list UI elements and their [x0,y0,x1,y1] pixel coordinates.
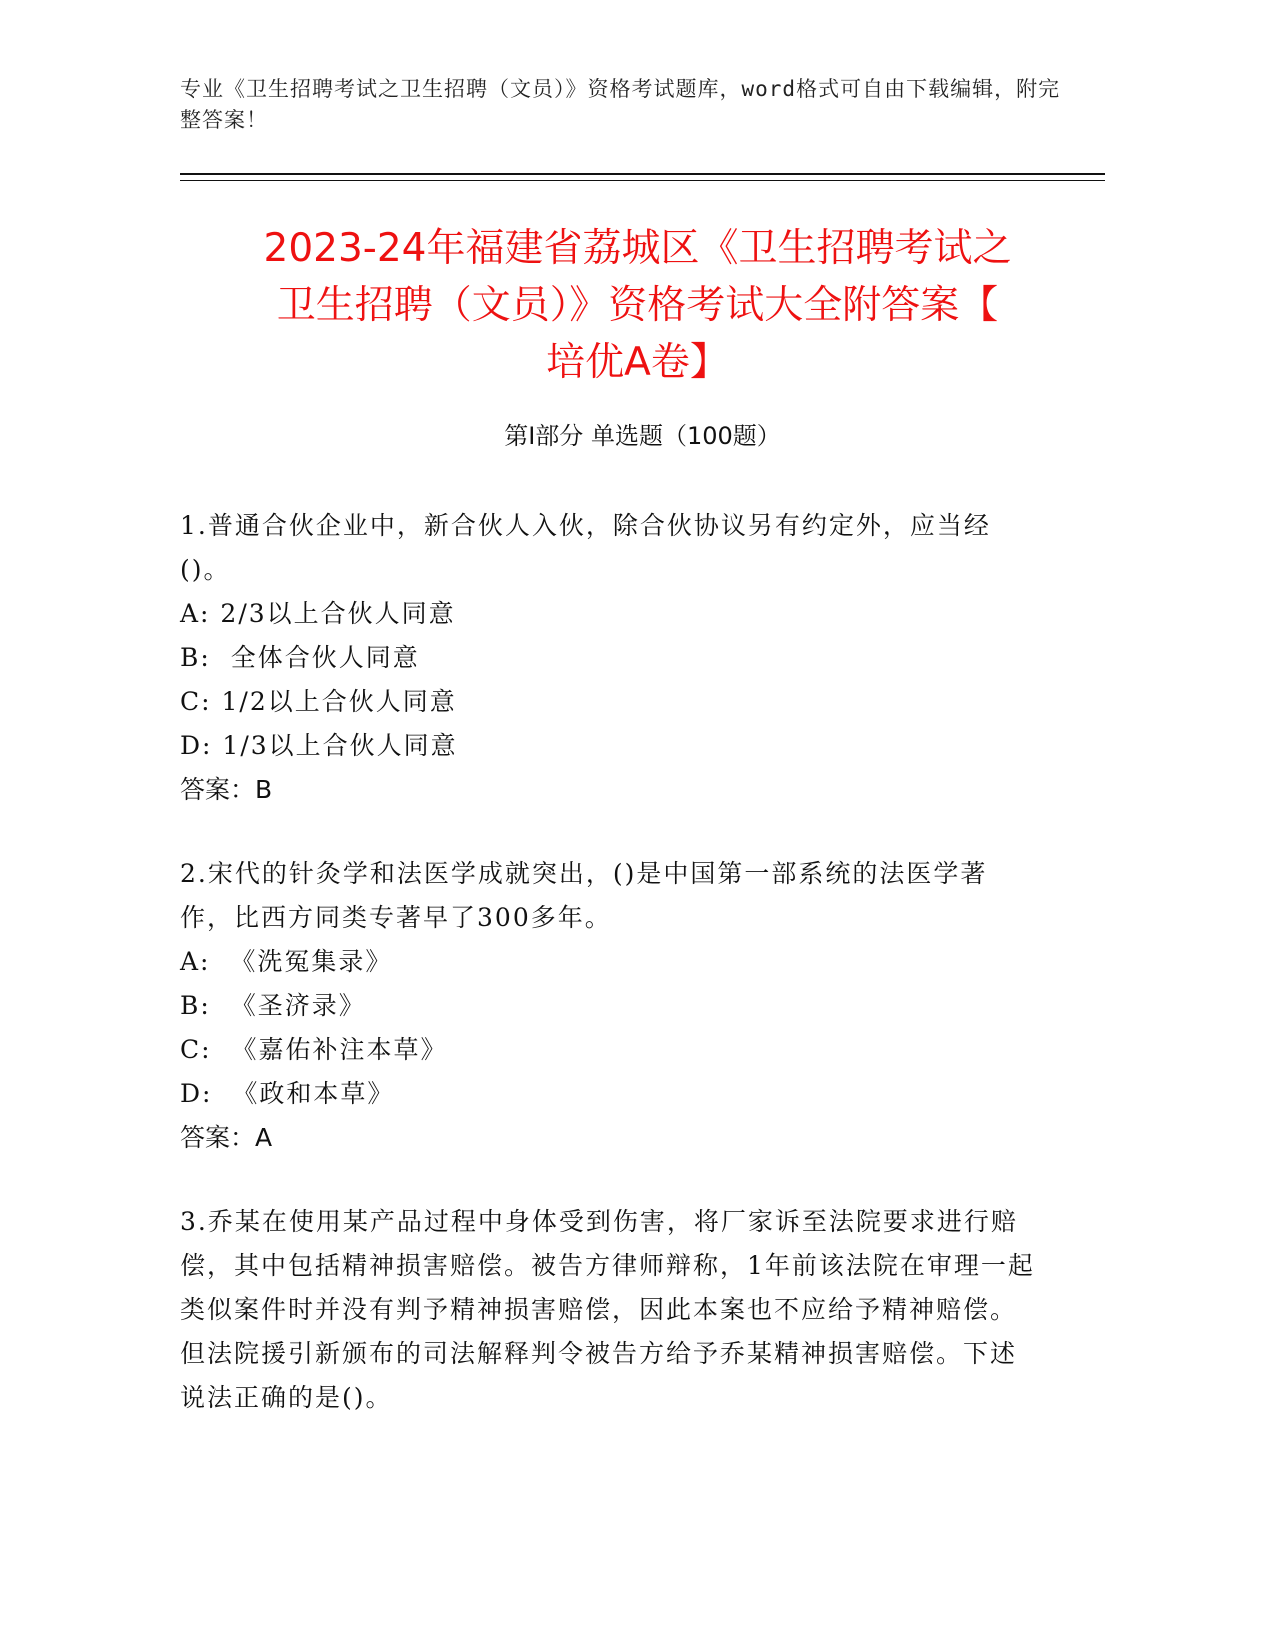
option-d: D: 1/3以上合伙人同意 [180,731,458,760]
header-note: 专业《卫生招聘考试之卫生招聘（文员）》资格考试题库，word格式可自由下载编辑，附完整答案！ [180,77,1061,132]
question-1 [180,504,1040,812]
answer-line: 答案：A [180,1123,273,1152]
header-divider-thick [180,173,1105,175]
title-line-3: 培优A卷】 [546,340,729,385]
title-line-1: 2023-24年福建省荔城区《卫生招聘考试之 [263,226,1012,271]
answer-line: 答案：B [180,775,273,804]
option-a: A: 2/3以上合伙人同意 [180,599,456,628]
title-line-2: 卫生招聘（文员）》资格考试大全附答案【 [276,283,999,328]
section-heading: 第I部分 单选题（100题） [504,422,781,450]
option-c: C: 1/2以上合伙人同意 [180,687,457,716]
option-d: D: 《政和本草》 [180,1079,395,1108]
option-b: B: 《圣济录》 [180,991,366,1020]
question-2 [180,852,1040,1160]
header-divider-thin [180,180,1105,181]
document-title [170,220,1105,391]
question-text: 3.乔某在使用某产品过程中身体受到伤害，将厂家诉至法院要求进行赔偿，其中包括精神损害赔偿。被告方律师辩称，1年前该法院在审理一起类似案件时并没有判予精神损害赔偿，因此本案也不应给予精神赔偿。但法院援引新颁布的司法解释判令被告方给予乔某精神损害赔偿。下述说法正确的是()。 [180,1207,1035,1412]
option-b: B: 全体合伙人同意 [180,643,420,672]
question-3 [180,1200,1040,1420]
option-c: C: 《嘉佑补注本草》 [180,1035,448,1064]
question-text: 1.普通合伙企业中，新合伙人入伙，除合伙协议另有约定外，应当经()。 [180,511,991,584]
option-a: A: 《洗冤集录》 [180,947,393,976]
question-text: 2.宋代的针灸学和法医学成就突出，()是中国第一部系统的法医学著作，比西方同类专著早了300多年。 [180,859,988,932]
